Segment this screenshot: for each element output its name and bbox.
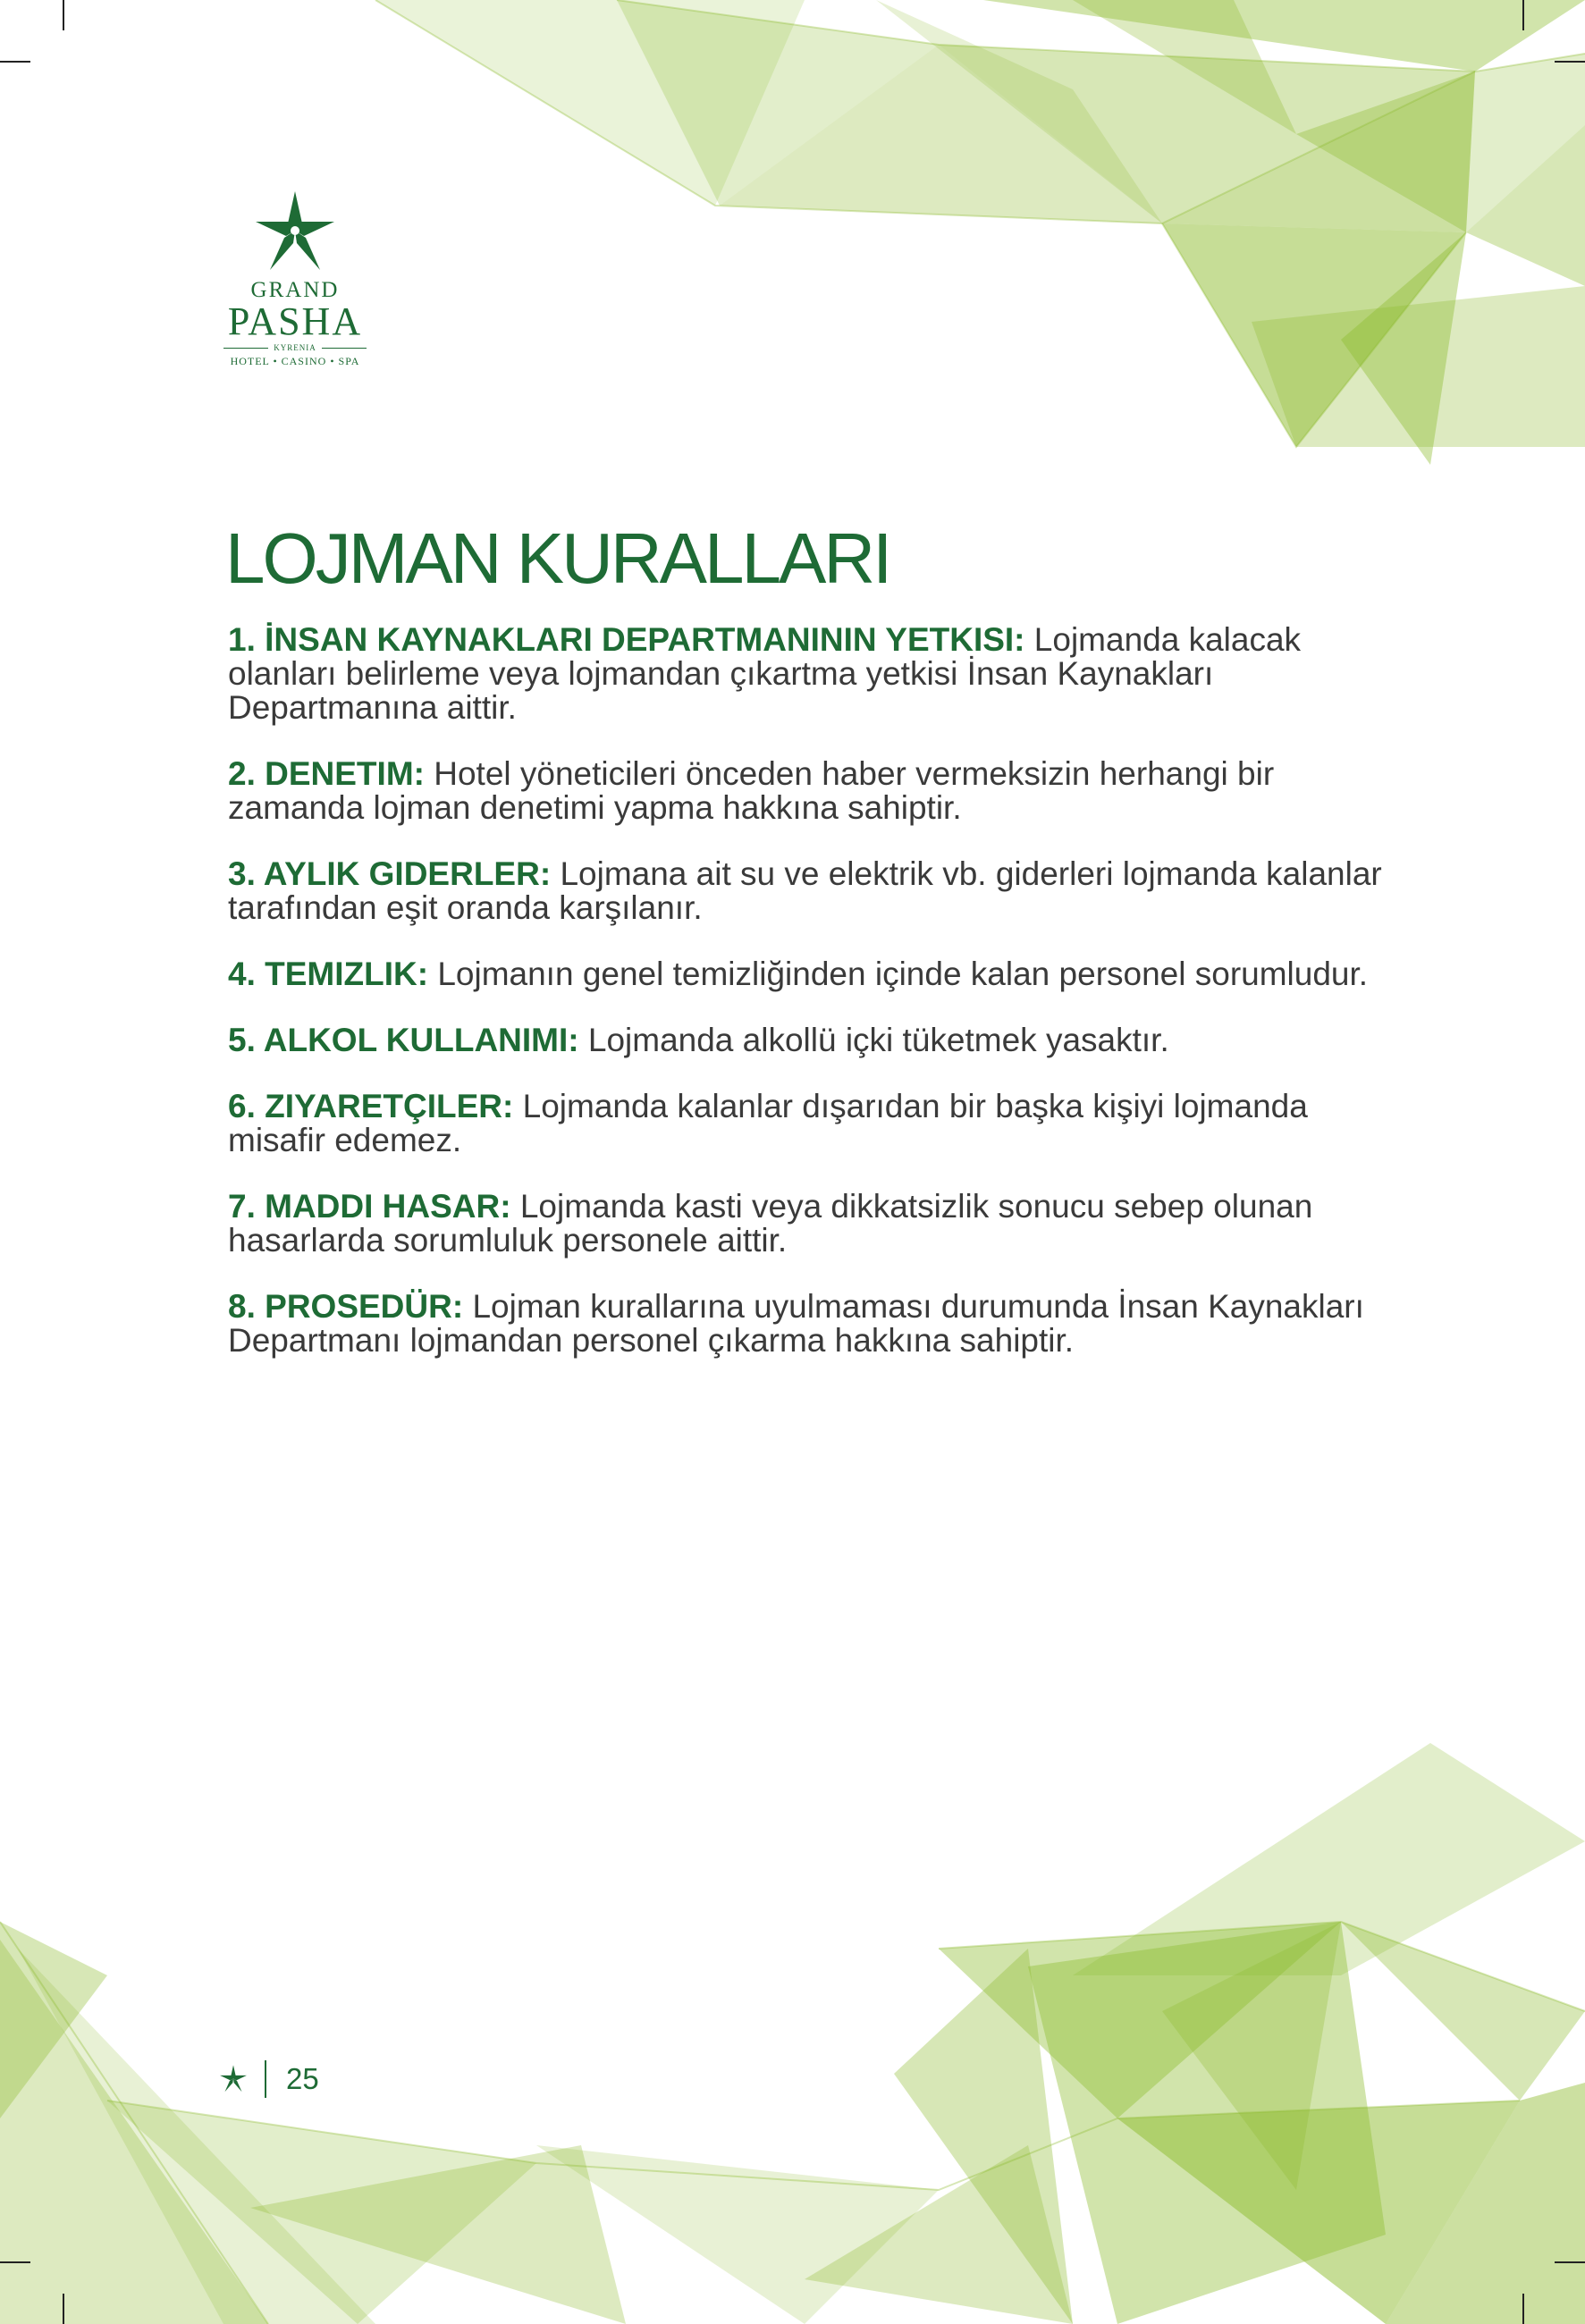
rule-text: Lojman kurallarına uyulmaması durumunda İnsan Kaynakları Departmanı lojmandan personel çıkarma hakkına sahiptir.	[228, 1288, 1364, 1359]
crop-mark	[0, 61, 30, 63]
decorative-polygons-bottom	[0, 1743, 1585, 2324]
logo-rule-left	[223, 348, 268, 349]
brand-logo	[215, 188, 375, 368]
rule-item	[228, 1090, 1390, 1158]
rules-list	[228, 623, 1390, 1390]
crop-mark	[63, 0, 64, 30]
rule-item	[228, 857, 1390, 925]
footer-divider	[265, 2060, 266, 2098]
crop-mark	[1555, 2261, 1585, 2263]
rule-heading: 4. TEMIZLIK:	[228, 956, 429, 992]
rule-item	[228, 1290, 1390, 1358]
rule-text: Lojmanda alkollü içki tüketmek yasaktır.	[587, 1022, 1169, 1058]
rule-heading: 7. MADDI HASAR:	[228, 1188, 511, 1225]
star-icon	[218, 2064, 249, 2094]
crop-mark	[1522, 0, 1524, 30]
page-number: 25	[286, 2062, 319, 2095]
rule-heading: 3. AYLIK GIDERLER:	[228, 855, 552, 892]
rule-item	[228, 1023, 1390, 1057]
rule-item	[228, 757, 1390, 825]
rule-heading: 2. DENETIM:	[228, 755, 425, 792]
rule-text: Lojmanın genel temizliğinden içinde kalan personel sorumludur.	[437, 956, 1369, 992]
crop-mark	[1522, 2294, 1524, 2324]
rule-item	[228, 957, 1390, 991]
rule-heading: 1. İNSAN KAYNAKLARI DEPARTMANININ YETKISI:	[228, 621, 1025, 658]
logo-line-pasha: PASHA	[227, 299, 363, 343]
rule-text: Hotel yöneticileri önceden haber vermeksizin herhangi bir zamanda lojman denetimi yapma hakkına sahiptir.	[228, 755, 1275, 826]
rule-heading: 8. PROSEDÜR:	[228, 1288, 464, 1325]
rule-item	[228, 1190, 1390, 1258]
rule-text: Lojmana ait su ve elektrik vb. giderleri lojmanda kalanlar tarafından eşit oranda karşılanır.	[228, 855, 1382, 926]
rule-item	[228, 623, 1390, 725]
logo-kyrenia-text: KYRENIA	[274, 343, 316, 352]
logo-line-grand: GRAND	[250, 278, 340, 302]
rule-heading: 6. ZIYARETÇILER:	[228, 1088, 514, 1124]
rule-text: Lojmanda kalacak olanları belirleme veya lojmandan çıkartma yetkisi İnsan Kaynakları Departmanına aittir.	[228, 621, 1302, 726]
logo-rule-right	[322, 348, 367, 349]
crop-mark	[0, 2261, 30, 2263]
crop-mark	[1555, 61, 1585, 63]
page-title: LOJMAN KURALLARI	[225, 518, 890, 598]
star-icon	[250, 188, 340, 277]
logo-line-tagline: HOTEL • CASINO • SPA	[230, 355, 360, 367]
page-footer	[218, 2060, 319, 2098]
rule-heading: 5. ALKOL KULLANIMI:	[228, 1022, 579, 1058]
logo-line-kyrenia	[215, 343, 375, 352]
rule-text: Lojmanda kalanlar dışarıdan bir başka kişiyi lojmanda misafir edemez.	[228, 1088, 1308, 1158]
rule-text: Lojmanda kasti veya dikkatsizlik sonucu sebep olunan hasarlarda sorumluluk personele aittir.	[228, 1188, 1313, 1259]
crop-mark	[63, 2294, 64, 2324]
